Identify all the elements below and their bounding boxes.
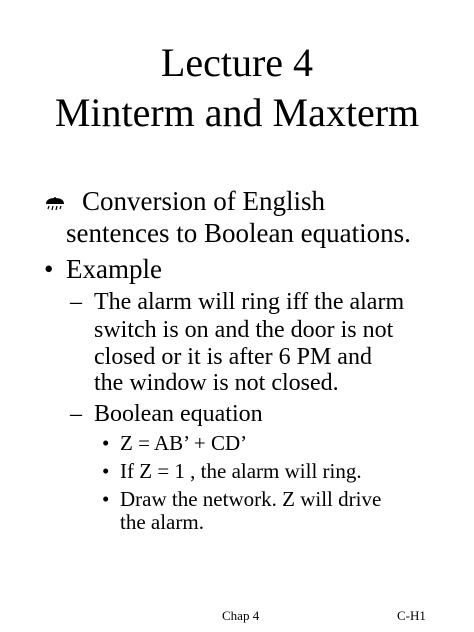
bullet1-line1: Conversion of English <box>82 186 325 216</box>
subbullet2-text: Boolean equation <box>94 401 263 427</box>
level3-bullet3-line1: Draw the network. Z will drive <box>120 487 382 511</box>
level3-bullet3-marker: • <box>102 487 110 511</box>
slide-title-line2: Minterm and Maxterm <box>54 90 420 135</box>
footer-page-code: C-H1 <box>397 608 426 623</box>
bullet2-marker: • <box>44 254 54 284</box>
subbullet1-line1: The alarm will ring iff the alarm <box>94 289 405 315</box>
level3-bullet1-marker: • <box>102 431 110 455</box>
footer-chapter: Chap 4 <box>222 608 260 623</box>
subbullet1-line2: switch is on and the door is not <box>94 317 394 343</box>
subbullet2-marker: – <box>70 401 82 427</box>
level3-bullet1-text: Z = AB’ + CD’ <box>120 431 248 455</box>
level3-bullet3-line2: the alarm. <box>120 510 204 534</box>
slide-title-line1: Lecture 4 <box>160 40 314 85</box>
subbullet1-line4: the window is not closed. <box>94 370 339 396</box>
subbullet1-marker: – <box>70 289 82 315</box>
level3-bullet2-text: If Z = 1 , the alarm will ring. <box>120 459 362 483</box>
bullet2-text: Example <box>66 254 162 284</box>
subbullet1-line3: closed or it is after 6 PM and <box>94 344 372 370</box>
level3-bullet2-marker: • <box>102 459 110 483</box>
bullet1-line2: sentences to Boolean equations. <box>66 218 411 248</box>
cloud-rain-icon <box>44 195 66 218</box>
